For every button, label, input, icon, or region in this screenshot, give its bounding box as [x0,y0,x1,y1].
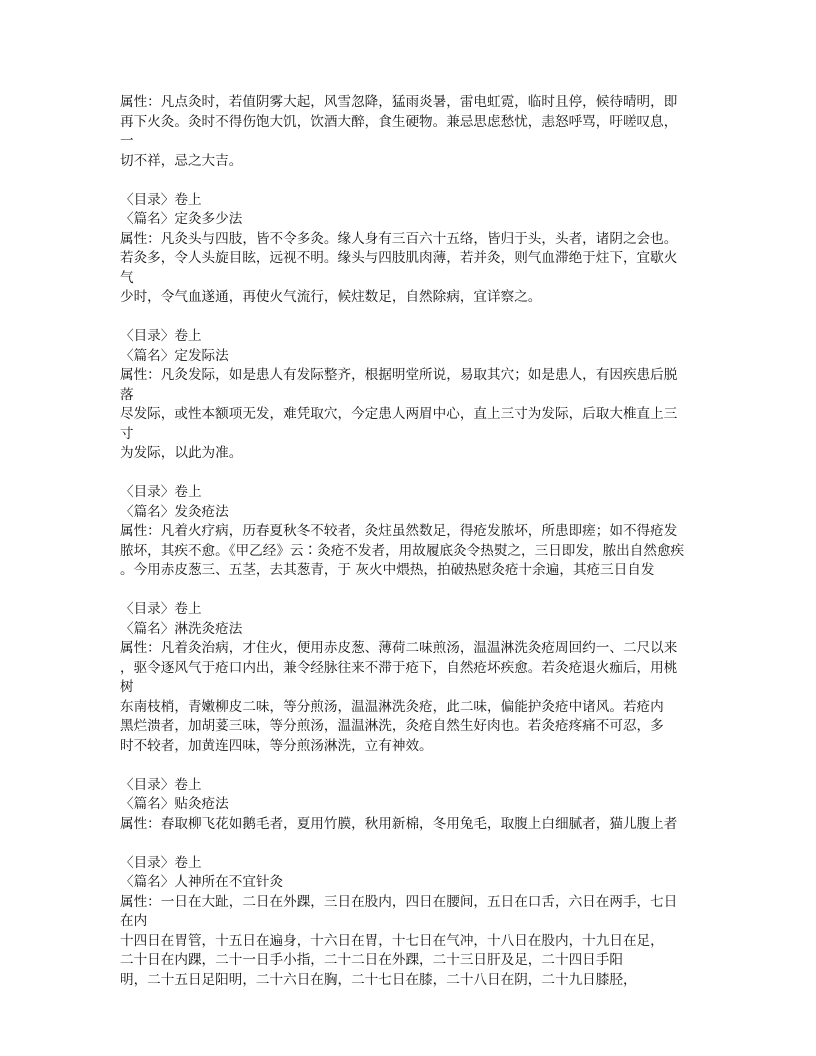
text-line: 若灸多，令人头旋目眩，远视不明。缘头与四肢肌肉薄，若并灸，则气血滞绝于炷下，宜歇火 [120,250,678,266]
text-line: 〈篇名〉发灸疮法 [120,503,229,520]
text-line: 十四日在胃管，十五日在遍身，十六日在胃，十七日在气冲，十八日在股内，十九日在足， [120,932,664,949]
text-line: 〈篇名〉人神所在不宜针灸 [120,874,284,890]
text-line: 属性：一日在大趾，二日在外踝，三日在股内，四日在腰间，五日在口舌，六日在两手，七日 [120,893,678,910]
text-line: 〈篇名〉淋洗灸疮法 [120,620,243,637]
text-line: 在内 [120,913,148,929]
text-line: 属性：凡着火疗病，历春夏秋冬不较者，灸炷虽然数足，得疮发脓坏，所患即瘥；如不得疮发 [120,523,678,539]
text-line: 少时，令气血遂通，再使火气流行，候炷数足，自然除病，宜详察之。 [120,289,542,305]
text-line: 时不较者，加黄连四味，等分煎汤淋洗，立有神效。 [120,737,433,754]
text-line: 〈目录〉卷上 [120,854,202,871]
text-block [120,600,700,756]
text-line: 〈目录〉卷上 [120,191,202,208]
text-line: 〈篇名〉定灸多少法 [120,211,243,227]
text-line: 脓坏，其疾不愈。《甲乙经》云∶灸疮不发者，用故履底灸令热熨之，三日即发，脓出自然愈疾 [120,542,685,559]
text-line: 气 [120,269,134,286]
text-line: 〈目录〉卷上 [120,484,202,500]
text-line: 尽发际，或性本额项无发，难凭取穴，今定患人两眉中心，直上三寸为发际，后取大椎直上三 [120,406,678,422]
text-line: 东南枝梢，青嫩柳皮二味，等分煎汤，温温淋洗灸疮，此二味，偏能护灸疮中诸风。若疮内 [120,698,664,715]
text-line: 为发际，以此为准。 [120,445,243,461]
document-body [120,93,700,1010]
text-line: 落 [120,386,134,403]
text-line: 属性：凡灸发际，如是患人有发际整齐，根据明堂所说，易取其穴；如是患人，有因疾患后脱 [120,367,678,383]
text-line: 明，二十五日足阳明，二十六日在胸，二十七日在膝，二十八日在阴，二十九日膝胫， [120,971,637,988]
text-line: 切不祥，忌之大吉。 [120,152,243,169]
text-line: 〈篇名〉定发际法 [120,347,229,364]
text-line: 黑烂溃者，加胡荽三味，等分煎汤，温温淋洗，灸疮自然生好肉也。若灸疮疼痛不可忍，多 [120,718,664,734]
text-line: 〈篇名〉贴灸疮法 [120,796,229,812]
text-line: ，驱令逐风气于疮口内出，兼令经脉往来不滞于疮下，自然疮坏疾愈。若灸疮退火痂后，用桃 [120,659,678,676]
text-line: 属性：凡着灸治病，才住火，便用赤皮葱、薄荷二味煎汤，温温淋洗灸疮周回约一、二尺以来 [120,640,678,656]
text-line: 二十日在内踝，二十一日手小指，二十二日在外踝，二十三日肝及足，二十四日手阳 [120,952,623,968]
text-line: 属性：凡灸头与四肢，皆不令多灸。缘人身有三百六十五络，皆归于头，头者，诸阴之会也。 [120,230,678,247]
text-line: 。今用赤皮葱三、五茎，去其葱青，于 灰火中煨热，拍破热慰灸疮十余遍，其疮三日自发 [120,562,655,578]
text-line: 一 [120,133,134,149]
text-block [120,854,700,991]
text-block [120,776,700,835]
text-line: 寸 [120,425,134,442]
text-block [120,327,700,464]
text-line: 〈目录〉卷上 [120,776,202,793]
text-line: 树 [120,679,134,695]
text-line: 〈目录〉卷上 [120,601,202,617]
text-block [120,483,700,581]
text-line: 再下火灸。灸时不得伤饱大饥，饮酒大醉，食生硬物。兼忌思虑愁忧，恚怒呼骂，吁嗟叹息， [120,113,678,130]
text-block [120,191,700,308]
text-line: 属性：凡点灸时，若值阴雾大起，风雪忽降，猛雨炎暑，雷电虹霓，临时且停，候待晴明，即 [120,94,678,110]
text-block [120,93,700,171]
text-line: 属性：春取柳飞花如鹅毛者，夏用竹膜，秋用新棉，冬用兔毛，取腹上白细腻者，猫儿腹上者 [120,815,678,832]
text-line: 〈目录〉卷上 [120,328,202,344]
